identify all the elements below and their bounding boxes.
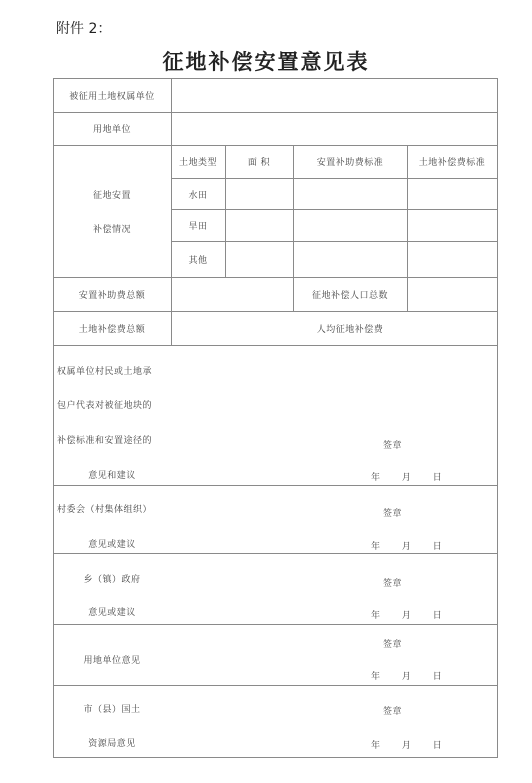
col-divider <box>293 145 294 311</box>
land-type-other: 其他 <box>188 256 208 266</box>
row-divider <box>53 685 498 686</box>
row-divider <box>53 345 498 346</box>
compensation-label-line1: 征地安置 <box>92 191 131 201</box>
col-header-subsidy-standard: 安置补助费标准 <box>316 158 384 168</box>
villager-opinion-label-line1: 权属单位村民或土地承 <box>57 367 153 377</box>
row-divider <box>171 241 498 242</box>
villager-opinion-label-line3: 补偿标准和安置途径的 <box>57 436 153 446</box>
col-header-land-type: 土地类型 <box>178 158 217 168</box>
date-label: 年 月 日 <box>371 611 443 621</box>
seal-label: 签章 <box>383 441 403 451</box>
form-title: 征地补偿安置意见表 <box>162 50 370 74</box>
land-user-opinion-label: 用地单位意见 <box>83 656 141 666</box>
township-opinion-label-line2: 意见或建议 <box>88 608 136 618</box>
row-divider <box>53 145 498 146</box>
land-user-label: 用地单位 <box>92 125 131 135</box>
seal-label: 签章 <box>383 707 403 717</box>
compensation-label-line2: 补偿情况 <box>92 225 131 235</box>
row-divider <box>53 485 498 486</box>
township-opinion-label-line1: 乡（镇）政府 <box>83 575 141 585</box>
owner-unit-label: 被征用土地权属单位 <box>69 92 155 102</box>
population-total-label: 征地补偿人口总数 <box>311 291 388 301</box>
date-label: 年 月 日 <box>371 473 443 483</box>
committee-opinion-label-line2: 意见或建议 <box>88 540 136 550</box>
col-divider <box>171 78 172 345</box>
land-type-paddy: 水田 <box>188 191 208 201</box>
attachment-label: 附件 2： <box>56 21 112 37</box>
row-divider <box>53 277 498 278</box>
subsidy-total-label: 安置补助费总额 <box>78 291 146 301</box>
committee-opinion-label-line1: 村委会（村集体组织） <box>57 505 153 515</box>
land-type-dry: 旱田 <box>188 222 208 232</box>
date-label: 年 月 日 <box>371 542 443 552</box>
bureau-opinion-label-line2: 资源局意见 <box>88 739 136 749</box>
seal-label: 签章 <box>383 640 403 650</box>
row-divider <box>171 178 498 179</box>
villager-opinion-label-line4: 意见和建议 <box>88 471 136 481</box>
compensation-form-table <box>53 78 498 758</box>
date-label: 年 月 日 <box>371 672 443 682</box>
table-border-right <box>497 78 498 758</box>
date-label: 年 月 日 <box>371 741 443 751</box>
villager-opinion-label-line2: 包户代表对被征地块的 <box>57 401 153 411</box>
seal-label: 签章 <box>383 579 403 589</box>
col-header-compensation-standard: 土地补偿费标准 <box>418 158 486 168</box>
row-divider <box>53 553 498 554</box>
col-divider <box>407 145 408 311</box>
per-capita-label: 人均征地补偿费 <box>316 325 384 335</box>
col-header-area: 面 积 <box>247 158 271 168</box>
compensation-total-label: 土地补偿费总额 <box>78 325 146 335</box>
table-border-bottom <box>53 757 498 758</box>
bureau-opinion-label-line1: 市（县）国土 <box>83 705 141 715</box>
table-border-top <box>53 78 498 79</box>
row-divider <box>53 624 498 625</box>
row-divider <box>53 112 498 113</box>
seal-label: 签章 <box>383 509 403 519</box>
row-divider <box>171 209 498 210</box>
row-divider <box>53 311 498 312</box>
